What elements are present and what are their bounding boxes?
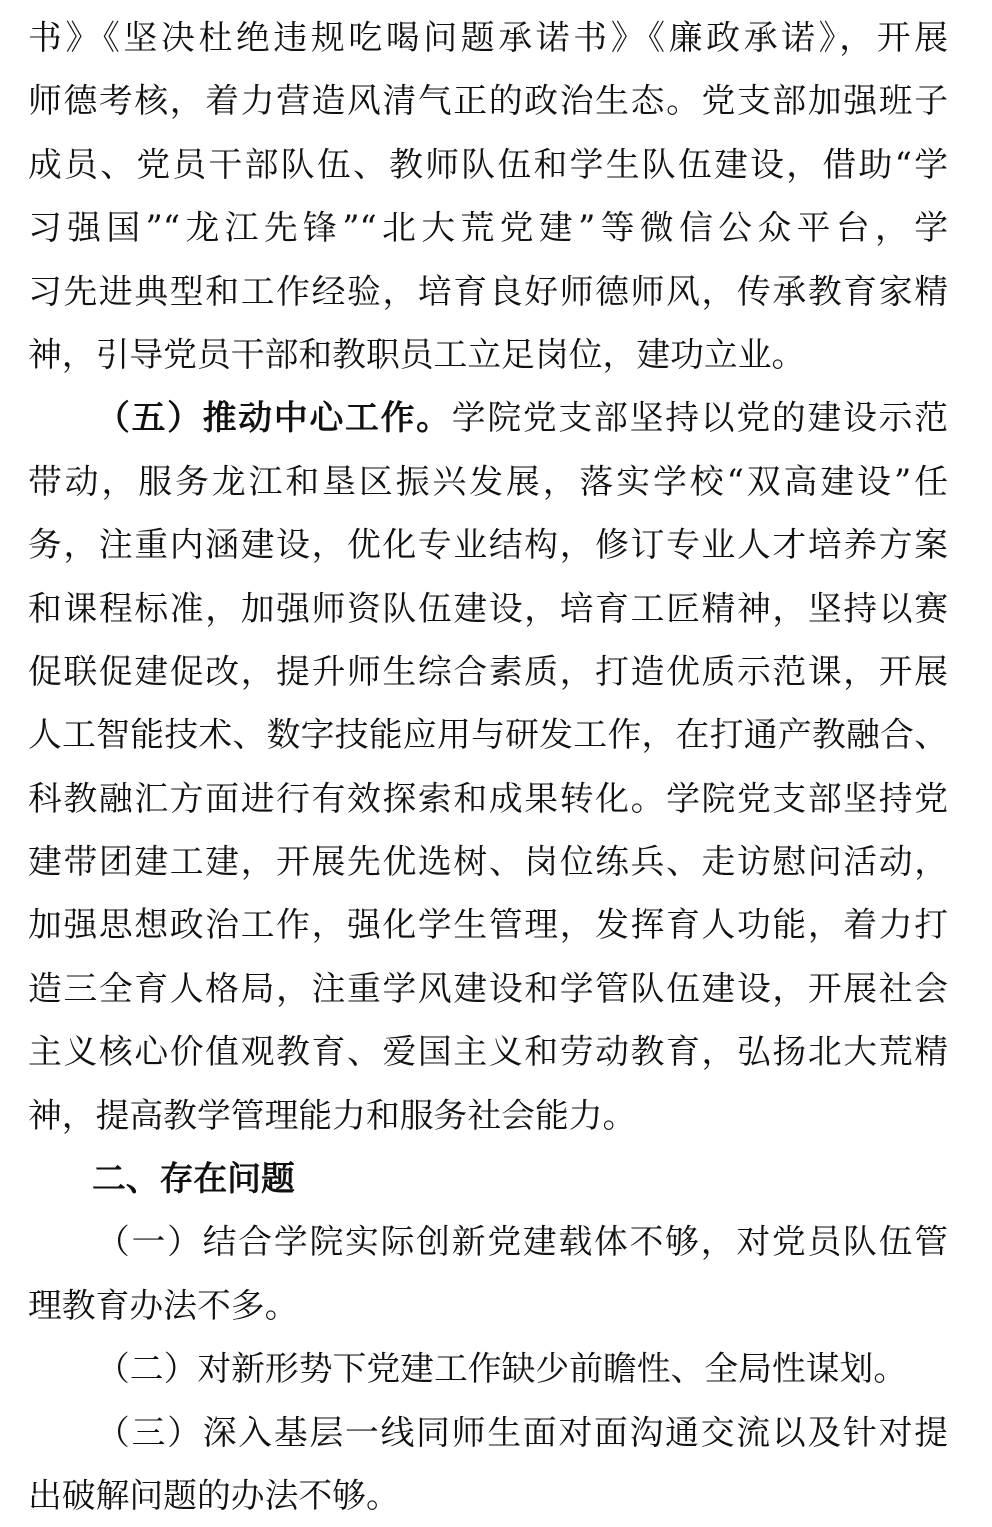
paragraph-line: 和课程标准，加强师资队伍建设，培育工匠精神，坚持以赛 — [28, 588, 948, 628]
paragraph-line: 科教融汇方面进行有效探索和成果转化。学院党支部坚持党 — [28, 778, 948, 818]
paragraph-text: 学院党支部坚持以党的建设示范 — [451, 398, 949, 438]
paragraph-line: 神，提高教学管理能力和服务社会能力。 — [28, 1095, 637, 1135]
document-page — [28, 6, 948, 1527]
issue-line: （二）对新形势下党建工作缺少前瞻性、全局性谋划。 — [96, 1349, 908, 1389]
paragraph-line: 人工智能技术、数字技能应用与研发工作，在打通产教融合、 — [28, 715, 948, 755]
paragraph-line: 书》《坚决杜绝违规吃喝问题承诺书》《廉政承诺》，开展 — [28, 18, 948, 57]
paragraph-line: 主义核心价值观教育、爱国主义和劳动教育，弘扬北大荒精 — [28, 1032, 948, 1072]
issue-line: （三）深入基层一线同师生面对面沟通交流以及针对提 — [96, 1412, 948, 1452]
paragraph-line: 带动，服务龙江和垦区振兴发展，落实学校“双高建设”任 — [28, 461, 948, 501]
paragraph-lead: （五）推动中心工作。 — [96, 397, 452, 438]
paragraph-first-line — [28, 386, 948, 449]
issue-line: （一）结合学院实际创新党建载体不够，对党员队伍管 — [96, 1222, 948, 1262]
issue-line: 出破解问题的办法不够。 — [28, 1475, 400, 1515]
paragraph-line: 建带团建工建，开展先优选树、岗位练兵、走访慰问活动， — [28, 842, 948, 882]
paragraph-line: 加强思想政治工作，强化学生管理，发挥育人功能，着力打 — [28, 905, 948, 945]
paragraph-line: 习先进典型和工作经验，培育良好师德师风，传承教育家精 — [28, 271, 948, 311]
section-heading: 二、存在问题 — [92, 1158, 295, 1199]
issue-line: 理教育办法不多。 — [28, 1285, 299, 1325]
paragraph-line: 师德考核，着力营造风清气正的政治生态。党支部加强班子 — [28, 81, 948, 121]
paragraph-line: 促联促建促改，提升师生综合素质，打造优质示范课，开展 — [28, 651, 948, 691]
paragraph-line: 造三全育人格局，注重学风建设和学管队伍建设，开展社会 — [28, 968, 948, 1008]
paragraph-line: 习强国”“龙江先锋”“北大荒党建”等微信公众平台，学 — [28, 208, 948, 248]
paragraph-line: 成员、党员干部队伍、教师队伍和学生队伍建设，借助“学 — [28, 144, 948, 184]
paragraph-line: 神，引导党员干部和教职员工立足岗位，建功立业。 — [28, 334, 806, 374]
paragraph-line: 务，注重内涵建设，优化专业结构，修订专业人才培养方案 — [28, 525, 948, 565]
